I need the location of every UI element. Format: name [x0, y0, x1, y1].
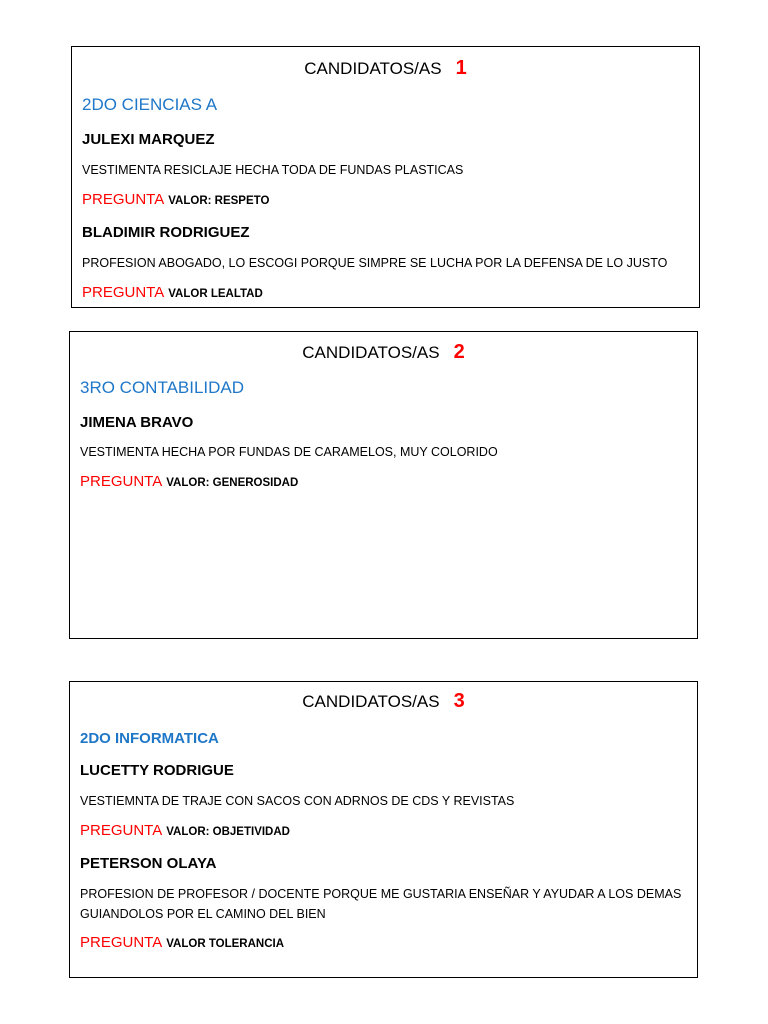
question-line	[80, 934, 284, 951]
card-number: 2	[453, 341, 465, 363]
card-number: 3	[453, 690, 465, 712]
question-line	[80, 473, 298, 490]
question-label: PREGUNTA	[80, 473, 163, 490]
course-name: 3RO CONTABILIDAD	[80, 378, 245, 397]
candidate-description: PROFESION DE PROFESOR / DOCENTE PORQUE ME GUSTARIA ENSEÑAR Y AYUDAR A LOS DEMAS GUIANDOLOS POR EL CAMINO DEL BIEN	[80, 887, 682, 921]
card-title: CANDIDATOS/AS	[302, 692, 440, 711]
card-number: 1	[455, 57, 467, 79]
candidate-name: PETERSON OLAYA	[80, 855, 217, 872]
question-line	[80, 822, 290, 839]
candidate-card-2	[69, 331, 698, 639]
question-label: PREGUNTA	[80, 822, 163, 839]
question-value: VALOR: GENEROSIDAD	[166, 477, 299, 489]
question-label: PREGUNTA	[82, 284, 165, 301]
candidate-name: LUCETTY RODRIGUE	[80, 762, 234, 779]
card-title: CANDIDATOS/AS	[304, 59, 442, 78]
card-title: CANDIDATOS/AS	[302, 343, 440, 362]
question-line	[82, 191, 269, 208]
question-line	[82, 284, 263, 301]
candidate-name: JULEXI MARQUEZ	[82, 131, 215, 148]
candidate-description: VESTIEMNTA DE TRAJE CON SACOS CON ADRNOS DE CDS Y REVISTAS	[80, 794, 515, 808]
candidate-description: VESTIMENTA RESICLAJE HECHA TODA DE FUNDAS PLASTICAS	[82, 163, 464, 177]
question-value: VALOR: RESPETO	[168, 195, 270, 207]
card-heading	[72, 57, 699, 80]
question-label: PREGUNTA	[82, 191, 165, 208]
course-name: 2DO CIENCIAS A	[82, 95, 218, 114]
candidate-name: JIMENA BRAVO	[80, 414, 194, 431]
card-heading	[70, 341, 697, 364]
candidate-card-1	[71, 46, 700, 308]
course-name: 2DO INFORMATICA	[80, 730, 219, 747]
question-label: PREGUNTA	[80, 934, 163, 951]
card-heading	[70, 690, 697, 713]
question-value: VALOR LEALTAD	[168, 288, 263, 300]
candidate-name: BLADIMIR RODRIGUEZ	[82, 224, 250, 241]
candidate-card-3	[69, 681, 698, 978]
candidate-description: PROFESION ABOGADO, LO ESCOGI PORQUE SIMPRE SE LUCHA POR LA DEFENSA DE LO JUSTO	[82, 256, 668, 270]
question-value: VALOR TOLERANCIA	[166, 938, 285, 950]
question-value: VALOR: OBJETIVIDAD	[166, 826, 290, 838]
candidate-description: VESTIMENTA HECHA POR FUNDAS DE CARAMELOS, MUY COLORIDO	[80, 445, 498, 459]
